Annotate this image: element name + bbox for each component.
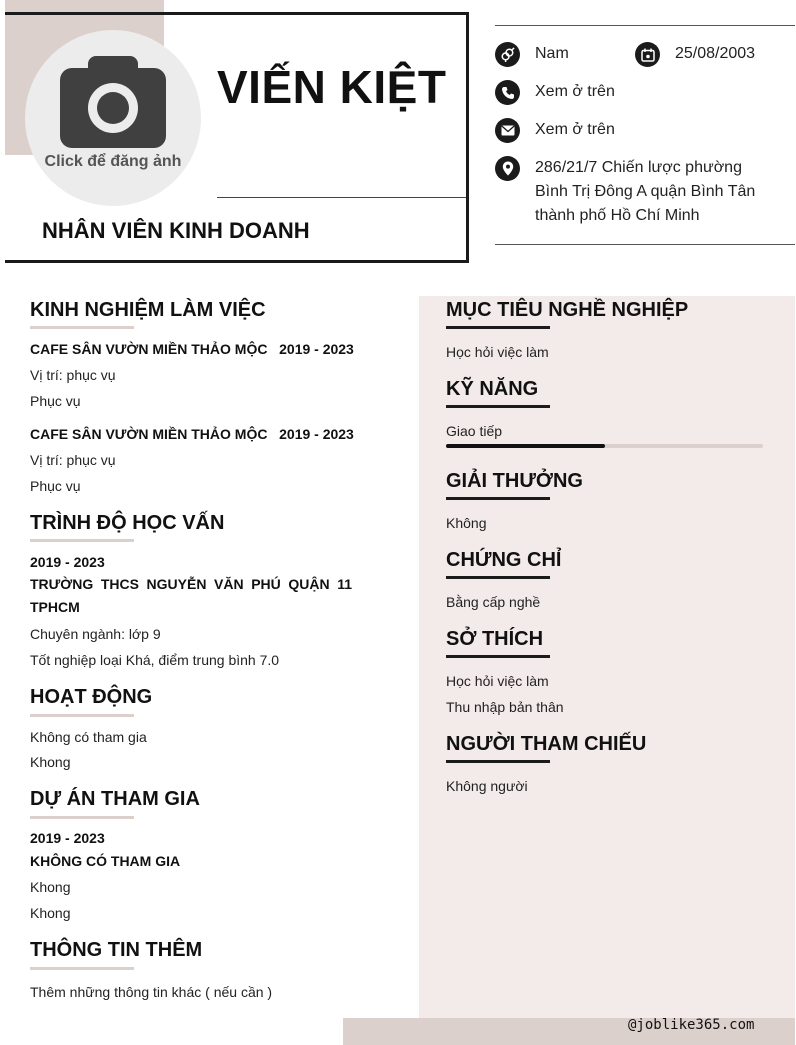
experience-heading: CAFE SÂN VƯỜN MIỀN THẢO MỘC 2019 - 2023 xyxy=(30,341,354,357)
section-title-objective: MỤC TIÊU NGHỀ NGHIỆP xyxy=(446,299,689,321)
skill-level-bar xyxy=(446,444,763,448)
address-line-1: 286/21/7 Chiến lược phường xyxy=(535,159,742,176)
job-title: NHÂN VIÊN KINH DOANH xyxy=(42,218,310,243)
section-underline xyxy=(30,967,134,970)
section-underline xyxy=(446,655,550,658)
section-underline xyxy=(30,714,134,717)
project-years: 2019 - 2023 xyxy=(30,830,105,846)
gender-value: Nam xyxy=(535,45,569,62)
skill-level-fill xyxy=(446,444,605,448)
gender-icon xyxy=(495,42,520,67)
section-underline xyxy=(446,405,550,408)
objective-text: Học hỏi việc làm xyxy=(446,344,549,360)
experience-desc: Phục vụ xyxy=(30,393,81,409)
awards-text: Không xyxy=(446,515,487,531)
activity-line: Không có tham gia xyxy=(30,729,147,745)
education-years: 2019 - 2023 xyxy=(30,554,105,570)
section-title-skills: KỸ NĂNG xyxy=(446,378,539,400)
divider xyxy=(495,25,795,26)
avatar-upload[interactable] xyxy=(25,30,201,206)
experience-heading: CAFE SÂN VƯỜN MIỀN THẢO MỘC 2019 - 2023 xyxy=(30,426,354,442)
section-title-projects: DỰ ÁN THAM GIA xyxy=(30,788,200,810)
references-text: Không người xyxy=(446,778,528,794)
experience-position: Vị trí: phục vụ xyxy=(30,452,116,468)
section-title-education: TRÌNH ĐỘ HỌC VẤN xyxy=(30,512,225,534)
section-underline xyxy=(30,816,134,819)
section-title-hobbies: SỞ THÍCH xyxy=(446,628,544,650)
divider xyxy=(217,197,466,198)
section-underline xyxy=(30,326,134,329)
section-title-references: NGƯỜI THAM CHIẾU xyxy=(446,733,647,755)
camera-icon xyxy=(60,56,166,148)
section-underline xyxy=(446,760,550,763)
divider xyxy=(495,244,795,245)
experience-desc: Phục vụ xyxy=(30,478,81,494)
project-line: Khong xyxy=(30,905,71,921)
location-icon xyxy=(495,156,520,181)
education-major: Chuyên ngành: lớp 9 xyxy=(30,626,161,642)
section-underline xyxy=(446,326,550,329)
section-title-activities: HOẠT ĐỘNG xyxy=(30,686,153,708)
section-title-experience: KINH NGHIỆM LÀM VIỆC xyxy=(30,299,266,321)
hobby-line: Học hỏi việc làm xyxy=(446,673,549,689)
phone-value: Xem ở trên xyxy=(535,83,615,100)
address-line-3: thành phố Hồ Chí Minh xyxy=(535,207,700,224)
email-value: Xem ở trên xyxy=(535,121,615,138)
activity-line: Khong xyxy=(30,754,71,770)
project-line: Khong xyxy=(30,879,71,895)
skill-name: Giao tiếp xyxy=(446,423,503,439)
watermark: @joblike365.com xyxy=(628,1017,755,1033)
candidate-name: VIẾN KIỆT xyxy=(217,61,447,113)
birthday-value: 25/08/2003 xyxy=(675,45,756,62)
experience-position: Vị trí: phục vụ xyxy=(30,367,116,383)
address-line-2: Bình Trị Đông A quận Bình Tân xyxy=(535,183,756,200)
calendar-icon xyxy=(635,42,660,67)
section-title-extra: THÔNG TIN THÊM xyxy=(30,939,203,961)
email-icon xyxy=(495,118,520,143)
photo-hint: Click để đăng ảnh xyxy=(44,153,182,170)
phone-icon xyxy=(495,80,520,105)
section-underline xyxy=(30,539,134,542)
education-school: TRƯỜNG THCS NGUYỄN VĂN PHÚ QUẬN 11 TPHCM xyxy=(30,576,352,615)
extra-text: Thêm những thông tin khác ( nếu cần ) xyxy=(30,984,273,1000)
section-underline xyxy=(446,497,550,500)
project-name: KHÔNG CÓ THAM GIA xyxy=(30,853,181,869)
certificates-text: Bằng cấp nghề xyxy=(446,594,541,610)
section-title-awards: GIẢI THƯỞNG xyxy=(446,470,583,492)
education-result: Tốt nghiệp loại Khá, điểm trung bình 7.0 xyxy=(30,652,280,668)
hobby-line: Thu nhập bản thân xyxy=(446,699,564,715)
section-title-certificates: CHỨNG CHỈ xyxy=(446,549,562,571)
section-underline xyxy=(446,576,550,579)
